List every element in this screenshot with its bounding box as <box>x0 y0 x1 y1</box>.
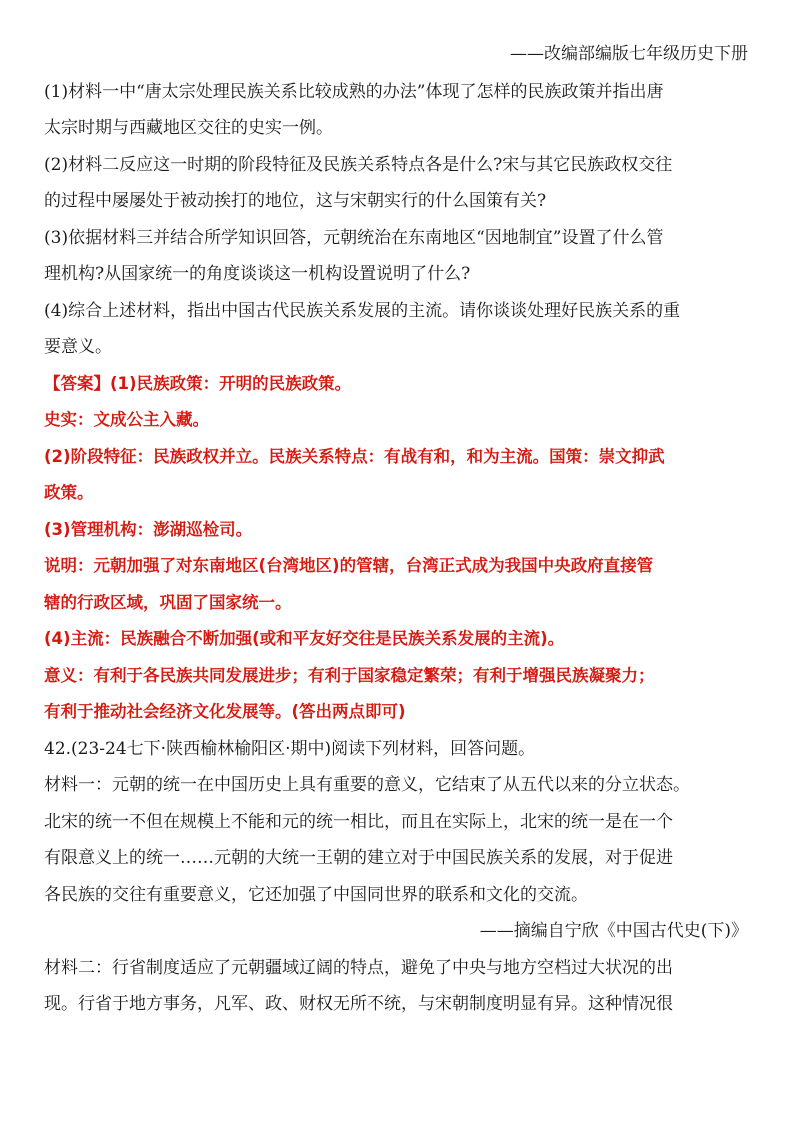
question-text: 的过程中屡屡处于被动挨打的地位，这与宋朝实行的什么国策有关? <box>44 191 547 211</box>
answer-line: (4)主流：民族融合不断加强(或和平友好交往是民族关系发展的主流)。 <box>44 629 565 648</box>
answer-label: 【答案】 <box>44 374 110 393</box>
answer-line: 说明：元朝加强了对东南地区(台湾地区)的管辖，台湾正式成为我国中央政府直接管 <box>44 556 654 575</box>
material-one-text: 北宋的统一不但在规模上不能和元的统一相比，而且在实际上，北宋的统一是在一个 <box>44 812 673 832</box>
question-text: 太宗时期与西藏地区交往的史实一例。 <box>44 118 333 138</box>
answer-line: (3)管理机构：澎湖巡检司。 <box>44 520 253 539</box>
answer-line: 【答案】(1)民族政策：开明的民族政策。 <box>44 374 352 393</box>
question-text: (1)材料一中“唐太宗处理民族关系比较成熟的办法”体现了怎样的民族政策并指出唐 <box>44 82 664 102</box>
answer-line: 史实：文成公主入藏。 <box>44 410 209 429</box>
answer-line: 政策。 <box>44 483 94 502</box>
material-one-text: 有限意义上的统一……元朝的大统一王朝的建立对于中国民族关系的发展，对于促进 <box>44 848 673 868</box>
question-text: (4)综合上述材料，指出中国古代民族关系发展的主流。请你谈谈处理好民族关系的重 <box>44 301 681 321</box>
question-header: 42.(23-24七下·陕西榆林榆阳区·期中)阅读下列材料，回答问题。 <box>44 739 536 759</box>
source-line: ——改编部编版七年级历史下册 <box>510 44 748 64</box>
question-text: (3)依据材料三并结合所学知识回答，元朝统治在东南地区“因地制宜”设置了什么管 <box>44 228 664 248</box>
answer-line: 有利于推动社会经济文化发展等。(答出两点即可) <box>44 702 406 721</box>
answer-line: 意义：有利于各民族共同发展进步；有利于国家稳定繁荣；有利于增强民族凝聚力； <box>44 666 655 685</box>
material-one-source: ——摘编自宁欣《中国古代史(下)》 <box>479 921 748 941</box>
question-text: (2)材料二反应这一时期的阶段特征及民族关系特点各是什么?宋与其它民族政权交往 <box>44 155 673 175</box>
answer-line: 辖的行政区域，巩固了国家统一。 <box>44 593 292 612</box>
material-two-text: 材料二：行省制度适应了元朝疆域辽阔的特点，避免了中央与地方空档过大状况的出 <box>44 958 673 978</box>
answer-line: (2)阶段特征：民族政权并立。民族关系特点：有战有和，和为主流。国策：崇文抑武 <box>44 447 665 466</box>
material-two-text: 现。行省于地方事务，凡军、政、财权无所不统，与宋朝制度明显有异。这种情况很 <box>44 994 673 1014</box>
question-text: 要意义。 <box>44 337 112 357</box>
question-text: 理机构?从国家统一的角度谈谈这一机构设置说明了什么? <box>44 264 471 284</box>
material-one-text: 各民族的交往有重要意义，它还加强了中国同世界的联系和文化的交流。 <box>44 885 588 905</box>
material-one-text: 材料一：元朝的统一在中国历史上具有重要的意义，它结束了从五代以来的分立状态。 <box>44 775 690 795</box>
